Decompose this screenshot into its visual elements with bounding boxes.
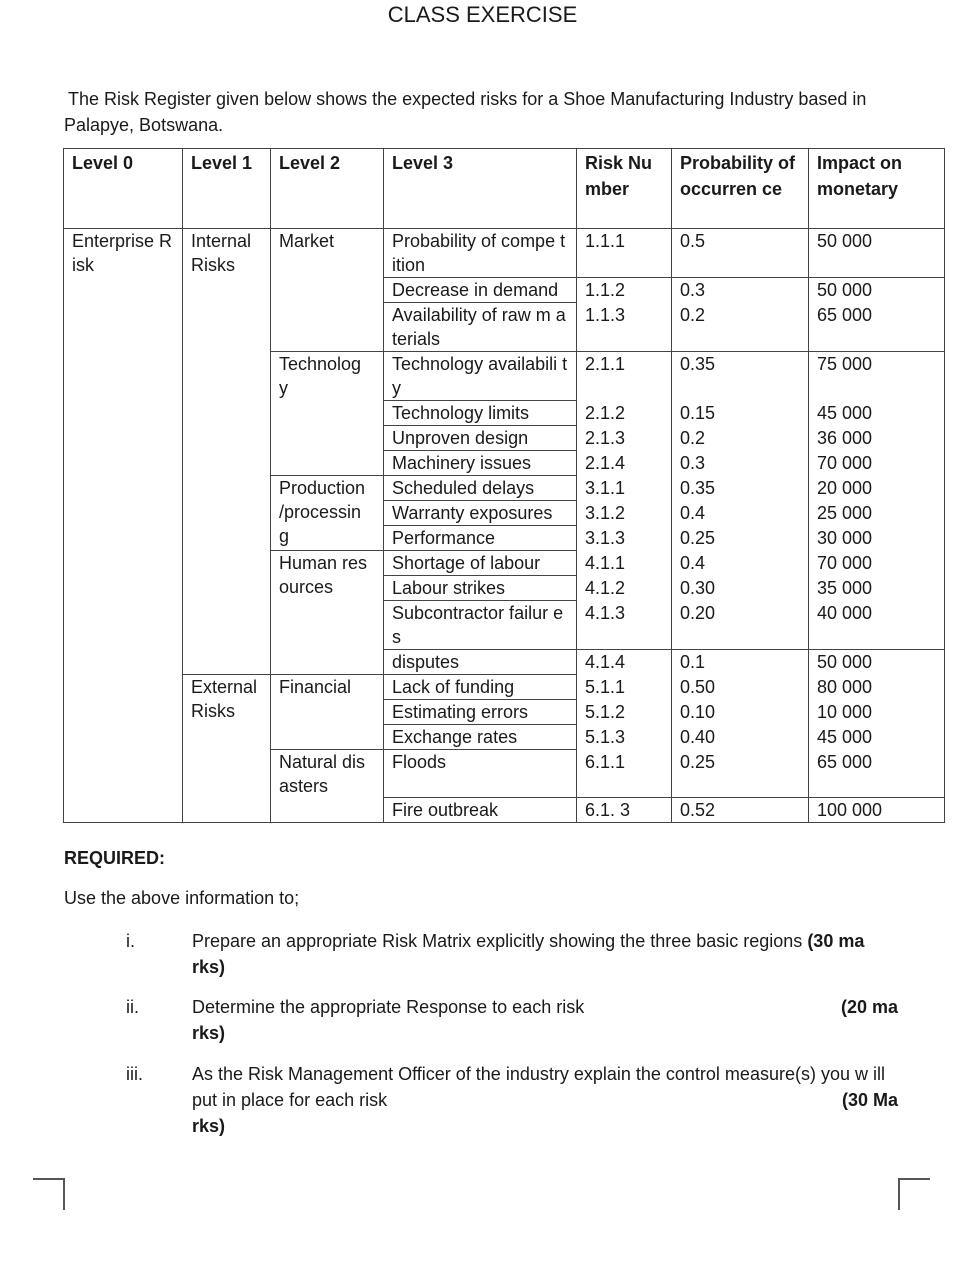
group-market: Market [271,229,384,352]
risk-probability: 0.50 [672,675,809,700]
risk-number: 2.1.1 [577,352,672,401]
risk-probability: 0.1 [672,650,809,675]
risk-probability: 0.3 [672,278,809,303]
risk-name: Subcontractor failur es [384,601,577,650]
risk-number: 2.1.3 [577,426,672,451]
risk-probability: 0.30 [672,576,809,601]
external-risks-cell: External Risks [183,675,271,823]
risk-number: 1.1.3 [577,303,672,352]
page-corner-mark-left [33,1178,65,1210]
question-marks: (30 ma rks) [192,931,865,977]
instruction-text: Use the above information to; [64,888,300,908]
risk-probability: 0.3 [672,451,809,476]
risk-probability: 0.35 [672,476,809,501]
risk-number: 3.1.3 [577,526,672,551]
risk-name: Unproven design [384,426,577,451]
risk-impact: 50 000 [809,278,945,303]
risk-number: 4.1.2 [577,576,672,601]
risk-probability: 0.2 [672,426,809,451]
risk-probability: 0.35 [672,352,809,401]
risk-name: disputes [384,650,577,675]
risk-name: Lack of funding [384,675,577,700]
risk-impact: 45 000 [809,725,945,750]
question-number: ii. [126,997,139,1017]
required-heading: REQUIRED: [64,848,166,868]
risk-name: Technology limits [384,401,577,426]
risk-probability: 0.10 [672,700,809,725]
question-marks-cont: rks) [192,1116,226,1136]
internal-risks-cell: Internal Risks [183,229,271,675]
question-marks-cont: rks) [192,1023,226,1043]
risk-name: Estimating errors [384,700,577,725]
risk-impact: 20 000 [809,476,945,501]
header-level-0: Level 0 [64,149,183,229]
level0-cell: Enterprise R isk [64,229,183,823]
risk-number: 5.1.2 [577,700,672,725]
risk-name: Machinery issues [384,451,577,476]
group-technology: Technolog y [271,352,384,476]
header-impact: Impact on monetary [809,149,945,229]
risk-probability: 0.25 [672,750,809,798]
risk-number: 2.1.4 [577,451,672,476]
risk-probability: 0.20 [672,601,809,650]
intro-line-1: The Risk Register given below shows the expected risks for a Shoe Manufacturing Industry based in [68,89,867,109]
group-natural-disasters: Natural dis asters [271,750,384,823]
question-number: i. [126,931,135,951]
group-financial: Financial [271,675,384,750]
group-human-resources: Human res ources [271,551,384,675]
page-corner-mark-right [898,1178,930,1210]
risk-name: Warranty exposures [384,501,577,526]
risk-number: 5.1.1 [577,675,672,700]
risk-name: Performance [384,526,577,551]
risk-impact: 50 000 [809,650,945,675]
header-level-1: Level 1 [183,149,271,229]
question-text: Determine the appropriate Response to each risk [192,997,585,1017]
risk-name: Labour strikes [384,576,577,601]
table-header-row [64,149,945,229]
group-production: Production /processin g [271,476,384,551]
risk-probability: 0.4 [672,501,809,526]
question-text: Prepare an appropriate Risk Matrix explicitly showing the three basic regions [192,931,803,951]
risk-name: Floods [384,750,577,798]
risk-name: Availability of raw m aterials [384,303,577,352]
risk-number: 3.1.2 [577,501,672,526]
risk-number: 3.1.1 [577,476,672,501]
risk-number: 1.1.2 [577,278,672,303]
risk-number: 4.1.1 [577,551,672,576]
risk-impact: 35 000 [809,576,945,601]
question-marks: (20 ma [840,997,898,1017]
table-row [64,675,945,700]
question-marks: (30 Ma [841,1090,898,1110]
risk-name: Fire outbreak [384,798,577,823]
risk-impact: 70 000 [809,451,945,476]
risk-impact: 100 000 [809,798,945,823]
question-number: iii. [126,1064,143,1084]
risk-probability: 0.2 [672,303,809,352]
risk-impact: 70 000 [809,551,945,576]
risk-number: 1.1.1 [577,229,672,278]
risk-probability: 0.52 [672,798,809,823]
risk-impact: 50 000 [809,229,945,278]
risk-number: 4.1.4 [577,650,672,675]
risk-probability: 0.15 [672,401,809,426]
risk-name: Probability of compe tition [384,229,577,278]
risk-impact: 40 000 [809,601,945,650]
risk-number: 5.1.3 [577,725,672,750]
risk-number: 4.1.3 [577,601,672,650]
risk-probability: 0.25 [672,526,809,551]
intro-paragraph [64,86,904,138]
risk-probability: 0.4 [672,551,809,576]
table-row [64,229,945,278]
risk-probability: 0.5 [672,229,809,278]
header-level-3: Level 3 [384,149,577,229]
risk-name: Decrease in demand [384,278,577,303]
page-title: CLASS EXERCISE [387,2,578,27]
header-risk-number: Risk Nu mber [577,149,672,229]
risk-register-table [63,148,945,823]
risk-impact: 25 000 [809,501,945,526]
question-text: As the Risk Management Officer of the industry explain the control measure(s) you w ill put in place for each risk [192,1064,885,1110]
risk-impact: 30 000 [809,526,945,551]
risk-name: Technology availabili ty [384,352,577,401]
intro-line-2: Palapye, Botswana. [64,115,224,135]
risk-impact: 10 000 [809,700,945,725]
risk-impact: 80 000 [809,675,945,700]
risk-impact: 36 000 [809,426,945,451]
risk-impact: 65 000 [809,750,945,798]
risk-impact: 65 000 [809,303,945,352]
risk-number: 2.1.2 [577,401,672,426]
risk-probability: 0.40 [672,725,809,750]
risk-number: 6.1. 3 [577,798,672,823]
risk-name: Exchange rates [384,725,577,750]
risk-name: Shortage of labour [384,551,577,576]
risk-number: 6.1.1 [577,750,672,798]
header-level-2: Level 2 [271,149,384,229]
risk-name: Scheduled delays [384,476,577,501]
risk-impact: 45 000 [809,401,945,426]
header-probability: Probability of occurren ce [672,149,809,229]
risk-impact: 75 000 [809,352,945,401]
